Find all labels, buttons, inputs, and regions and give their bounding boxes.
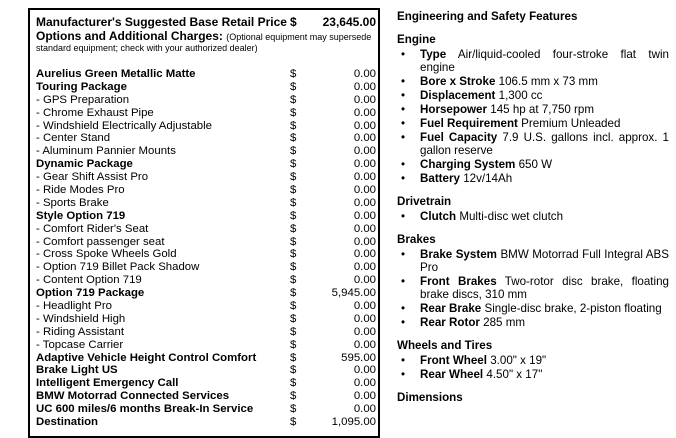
- option-amount: 0.00: [353, 80, 376, 93]
- spec-value: 145 hp at 7,750 rpm: [490, 103, 595, 116]
- spec-key: Rear Wheel: [420, 368, 484, 381]
- options-note-2: standard equipment; check with your authorized dealer): [36, 43, 258, 53]
- option-currency: $: [290, 351, 297, 364]
- option-label: - Topcase Carrier: [36, 338, 124, 351]
- option-label: - Chrome Exhaust Pipe: [36, 106, 154, 119]
- option-currency: $: [290, 119, 297, 132]
- option-label: BMW Motorrad Connected Services: [36, 390, 230, 403]
- option-row: [36, 300, 376, 313]
- spec-value: Two-rotor disc brake, floating brake discs, 310 mm: [420, 275, 669, 301]
- option-row: [36, 261, 376, 274]
- option-row: [36, 107, 376, 120]
- option-currency: $: [290, 403, 297, 416]
- msrp-label: Manufacturer's Suggested Base Retail Price: [36, 15, 287, 29]
- option-amount: 0.00: [353, 248, 376, 261]
- option-amount: 0.00: [353, 68, 376, 80]
- specs-panel: [397, 10, 669, 406]
- option-label: - Content Option 719: [36, 274, 142, 287]
- spec-item: [397, 48, 669, 74]
- option-row: [36, 223, 376, 236]
- option-label: - Aluminum Pannier Mounts: [36, 145, 176, 158]
- option-label: - Option 719 Billet Pack Shadow: [36, 261, 200, 274]
- option-currency: $: [290, 300, 297, 313]
- option-label: - Comfort Rider's Seat: [36, 222, 149, 235]
- spec-item: [397, 131, 669, 157]
- spec-key: Charging System: [420, 158, 516, 171]
- option-amount: 0.00: [353, 300, 376, 313]
- spec-item: [397, 117, 669, 130]
- option-currency: $: [290, 325, 297, 338]
- option-label: Adaptive Vehicle Height Control Comfort: [36, 351, 257, 364]
- spec-value: Single-disc brake, 2-piston floating: [484, 302, 662, 315]
- spec-key: Clutch: [420, 210, 457, 223]
- option-currency: $: [290, 196, 297, 209]
- spec-item: [397, 172, 669, 185]
- specs-title: Engineering and Safety Features: [397, 10, 578, 23]
- option-row: [36, 81, 376, 94]
- spec-value: 4.50" x 17": [486, 368, 543, 381]
- option-label: - Cross Spoke Wheels Gold: [36, 248, 177, 261]
- option-currency: $: [290, 106, 297, 119]
- option-amount: 0.00: [353, 312, 376, 325]
- option-currency: $: [290, 338, 297, 351]
- option-currency: $: [290, 261, 297, 274]
- option-currency: $: [290, 416, 297, 429]
- spec-key: Battery: [420, 172, 460, 185]
- option-amount: 0.00: [353, 145, 376, 158]
- option-amount: 5,945.00: [331, 287, 376, 300]
- option-label: Option 719 Package: [36, 287, 145, 300]
- option-amount: 0.00: [353, 222, 376, 235]
- option-currency: $: [290, 274, 297, 287]
- spec-item: [397, 103, 669, 116]
- option-currency: $: [290, 377, 297, 390]
- spec-section-heading: Drivetrain: [397, 195, 452, 208]
- option-row: [36, 120, 376, 133]
- option-amount: 1,095.00: [331, 416, 376, 429]
- option-label: - Sports Brake: [36, 196, 109, 209]
- option-row: [36, 68, 376, 81]
- option-label: Style Option 719: [36, 209, 126, 222]
- option-amount: 595.00: [341, 351, 376, 364]
- msrp-amount: 23,645.00: [322, 15, 376, 29]
- spec-key: Rear Rotor: [420, 316, 480, 329]
- option-amount: 0.00: [353, 158, 376, 171]
- spec-list: [397, 248, 669, 329]
- spec-item: [397, 316, 669, 329]
- option-currency: $: [290, 312, 297, 325]
- option-amount: 0.00: [353, 261, 376, 274]
- spec-key: Type: [420, 48, 447, 61]
- spec-key: Horsepower: [420, 103, 488, 116]
- spec-item: [397, 75, 669, 88]
- option-row: [36, 403, 376, 416]
- option-amount: 0.00: [353, 364, 376, 377]
- spec-value: 106.5 mm x 73 mm: [498, 75, 598, 88]
- option-label: - Riding Assistant: [36, 325, 124, 338]
- spec-value: BMW Motorrad Full Integral ABS Pro: [420, 248, 669, 274]
- option-label: Dynamic Package: [36, 158, 133, 171]
- spec-value: 3.00" x 19": [490, 354, 547, 367]
- option-currency: $: [290, 132, 297, 145]
- option-row: [36, 210, 376, 223]
- option-label: - Comfort passenger seat: [36, 235, 165, 248]
- option-amount: 0.00: [353, 171, 376, 184]
- option-amount: 0.00: [353, 325, 376, 338]
- spec-value: Premium Unleaded: [521, 117, 621, 130]
- option-label: - Gear Shift Assist Pro: [36, 171, 149, 184]
- spec-key: Brake System: [420, 248, 497, 261]
- spec-item: [397, 248, 669, 274]
- option-amount: 0.00: [353, 338, 376, 351]
- option-row: [36, 171, 376, 184]
- spec-section-heading: Engine: [397, 33, 436, 46]
- spec-list: [397, 210, 669, 223]
- option-amount: 0.00: [353, 106, 376, 119]
- option-row: [36, 236, 376, 249]
- option-currency: $: [290, 93, 297, 106]
- option-amount: 0.00: [353, 390, 376, 403]
- option-label: Intelligent Emergency Call: [36, 377, 179, 390]
- option-label: Touring Package: [36, 80, 127, 93]
- option-row: [36, 313, 376, 326]
- spec-item: [397, 158, 669, 171]
- options-heading-line: [36, 29, 371, 43]
- option-label: - Windshield Electrically Adjustable: [36, 119, 212, 132]
- option-row: [36, 94, 376, 107]
- option-row: [36, 274, 376, 287]
- option-currency: $: [290, 158, 297, 171]
- spec-key: Rear Brake: [420, 302, 482, 315]
- option-label: Brake Light US: [36, 364, 118, 377]
- option-currency: $: [290, 364, 297, 377]
- option-currency: $: [290, 390, 297, 403]
- spec-value: 650 W: [518, 158, 553, 171]
- spec-value: 12v/14Ah: [463, 172, 513, 185]
- option-currency: $: [290, 248, 297, 261]
- spec-key: Displacement: [420, 89, 496, 102]
- option-row: [36, 158, 376, 171]
- spec-value: Air/liquid-cooled four-stroke flat twin engine: [420, 48, 669, 74]
- option-label: UC 600 miles/6 months Break-In Service: [36, 403, 254, 416]
- option-amount: 0.00: [353, 184, 376, 197]
- option-currency: $: [290, 68, 297, 80]
- option-row: [36, 197, 376, 210]
- spec-key: Bore x Stroke: [420, 75, 496, 88]
- option-currency: $: [290, 184, 297, 197]
- spec-key: Fuel Capacity: [420, 131, 498, 144]
- option-row: [36, 184, 376, 197]
- option-row: [36, 287, 376, 300]
- spec-value: 1,300 cc: [498, 89, 543, 102]
- option-row: [36, 416, 376, 429]
- option-currency: $: [290, 235, 297, 248]
- spec-section-heading: Brakes: [397, 233, 436, 246]
- option-currency: $: [290, 145, 297, 158]
- spec-item: [397, 368, 669, 381]
- option-amount: 0.00: [353, 196, 376, 209]
- option-currency: $: [290, 287, 297, 300]
- option-label: - GPS Preparation: [36, 93, 130, 106]
- spec-item: [397, 354, 669, 367]
- option-label: - Center Stand: [36, 132, 111, 145]
- option-label: - Ride Modes Pro: [36, 184, 125, 197]
- option-currency: $: [290, 222, 297, 235]
- spec-section-heading: Dimensions: [397, 391, 463, 404]
- msrp-currency: $: [290, 15, 297, 29]
- option-row: [36, 248, 376, 261]
- spec-key: Front Wheel: [420, 354, 487, 367]
- options-list: [36, 68, 376, 429]
- option-label: Aurelius Green Metallic Matte: [36, 68, 196, 80]
- option-row: [36, 339, 376, 352]
- spec-item: [397, 302, 669, 315]
- spec-list: [397, 354, 669, 381]
- option-row: [36, 326, 376, 339]
- spec-key: Fuel Requirement: [420, 117, 518, 130]
- option-row: [36, 145, 376, 158]
- option-row: [36, 352, 376, 365]
- option-amount: 0.00: [353, 132, 376, 145]
- option-label: - Headlight Pro: [36, 300, 112, 313]
- spec-value: 285 mm: [483, 316, 526, 329]
- spec-section-heading: Wheels and Tires: [397, 339, 493, 352]
- option-amount: 0.00: [353, 119, 376, 132]
- option-label: Destination: [36, 416, 99, 429]
- option-amount: 0.00: [353, 209, 376, 222]
- msrp-row: [36, 15, 376, 29]
- option-currency: $: [290, 80, 297, 93]
- spec-item: [397, 89, 669, 102]
- option-row: [36, 132, 376, 145]
- option-currency: $: [290, 209, 297, 222]
- options-note-1: (Optional equipment may supersede: [226, 32, 372, 42]
- spec-item: [397, 275, 669, 301]
- option-row: [36, 390, 376, 403]
- option-amount: 0.00: [353, 377, 376, 390]
- option-amount: 0.00: [353, 274, 376, 287]
- price-sheet-box: [28, 8, 380, 438]
- option-row: [36, 364, 376, 377]
- option-label: - Windshield High: [36, 312, 126, 325]
- option-amount: 0.00: [353, 235, 376, 248]
- spec-list: [397, 48, 669, 185]
- spec-sections: [397, 33, 669, 404]
- spec-value: 7.9 U.S. gallons incl. approx. 1 gallon reserve: [420, 131, 669, 157]
- spec-item: [397, 210, 669, 223]
- option-amount: 0.00: [353, 403, 376, 416]
- option-currency: $: [290, 171, 297, 184]
- option-amount: 0.00: [353, 93, 376, 106]
- spec-key: Front Brakes: [420, 275, 497, 288]
- spec-value: Multi-disc wet clutch: [459, 210, 564, 223]
- options-heading: Options and Additional Charges:: [36, 29, 223, 43]
- option-row: [36, 377, 376, 390]
